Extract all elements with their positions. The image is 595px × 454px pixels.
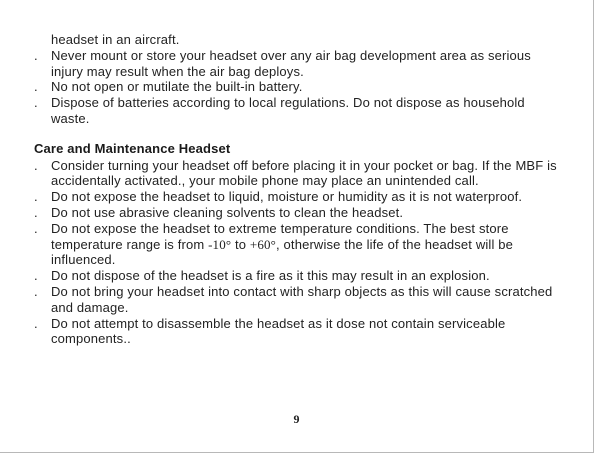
bullet-mark: . xyxy=(34,315,38,331)
list-item xyxy=(34,268,564,284)
continuation-line: headset in an aircraft. xyxy=(51,32,180,47)
list-item xyxy=(34,284,564,316)
list-item-text: Do not bring your headset into contact with sharp objects as this will cause scratched and damage. xyxy=(51,283,553,315)
list-item-text: Do not use abrasive cleaning solvents to clean the headset. xyxy=(51,204,404,220)
bullet-mark: . xyxy=(34,157,38,173)
bullet-mark: . xyxy=(34,47,38,63)
care-list xyxy=(34,158,564,348)
temperature-high: +60° xyxy=(249,236,277,252)
list-item-text-after: , otherwise the life of the headset will be influenced. xyxy=(51,236,514,268)
list-item-text: Do not attempt to disassemble the headset as it dose not contain serviceable components.. xyxy=(51,315,506,347)
bullet-mark: . xyxy=(34,268,38,284)
list-item-text-middle: to xyxy=(234,236,250,252)
section-heading: Care and Maintenance Headset xyxy=(34,140,231,156)
bullet-mark: . xyxy=(34,189,38,205)
list-item-text: No not open or mutilate the built-in battery. xyxy=(51,79,303,95)
list-item xyxy=(34,189,564,205)
bullet-mark: . xyxy=(34,79,38,95)
list-item-text-before: Do not expose the headset to extreme temperature conditions. The best store temperature range is from xyxy=(51,220,509,252)
page-content xyxy=(34,32,564,347)
list-item xyxy=(34,48,564,80)
list-item xyxy=(34,95,564,127)
list-item xyxy=(34,316,564,348)
list-item xyxy=(34,205,564,221)
bullet-mark: . xyxy=(34,283,38,299)
bullet-mark: . xyxy=(34,220,38,236)
list-item xyxy=(34,158,564,190)
bullet-mark: . xyxy=(34,204,38,220)
list-item-text: Do not expose the headset to liquid, moisture or humidity as it is not waterproof. xyxy=(51,189,523,205)
page-number: 9 xyxy=(293,412,300,426)
list-item-text: Never mount or store your headset over any air bag development area as serious injury may result when the air bag deploys. xyxy=(51,47,531,79)
list-item-text: Consider turning your headset off before placing it in your pocket or bag. If the MBF is accidentally activated., your mobile phone may place an unintended call. xyxy=(51,157,557,189)
temperature-low: -10° xyxy=(208,236,232,252)
list-item xyxy=(34,79,564,95)
list-item-text: Do not dispose of the headset is a fire as it this may result in an explosion. xyxy=(51,268,490,284)
list-item xyxy=(34,221,564,268)
bullet-mark: . xyxy=(34,95,38,111)
list-item-text: Dispose of batteries according to local regulations. Do not dispose as household waste. xyxy=(51,95,525,126)
safety-list xyxy=(34,48,564,127)
